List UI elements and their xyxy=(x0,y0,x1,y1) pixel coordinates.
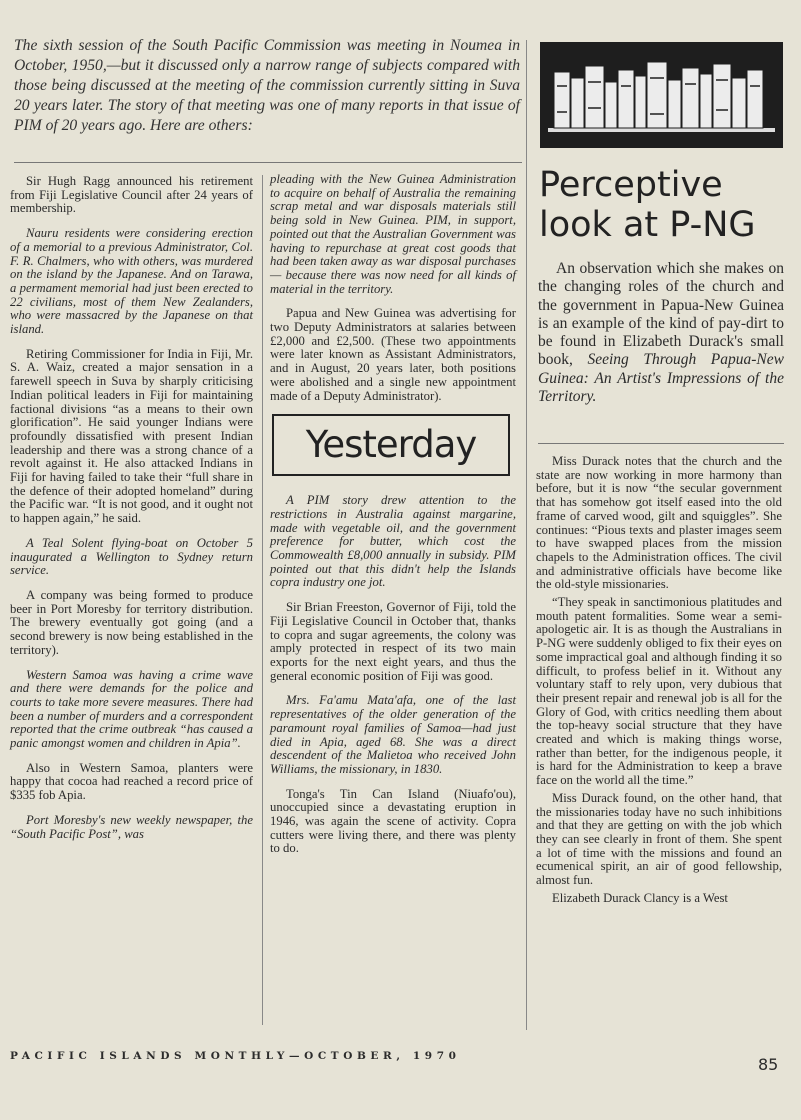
page-number: 85 xyxy=(758,1055,779,1074)
news-item: pleading with the New Guinea Administration to acquire on behalf of Australia the remaining scrap metal and war disposals materials still being sold in New Guinea. PIM, in support, pointed out that the Australian Government was having to repurchase at great cost goods that had been taken away as war disposal purchases — because there was now need for all kinds of material in the territory. xyxy=(270,172,516,296)
news-item: Sir Hugh Ragg announced his retirement from Fiji Legislative Council after 24 years of membership. xyxy=(10,174,253,216)
article-paragraph: “They speak in sanctimonious platitudes and mouth patent formalities. Some wear a semi-apologetic air. It is as though the Australians in P-NG were suddenly obliged to fix their eyes on some impractical goal and although finding it so difficult, to profess belief in it. Without any voluntary staff to rely upon, very dubious that their present repair and renewal job is all for the Glory of God, with critics needling them about the top-heavy social structure that they have created and which is making things worse, rather than better, for the indigenous people, it is hard for the Administration to keep a brave face on the world all the time.” xyxy=(536,595,782,788)
standfirst-text: An observation which she makes on the changing roles of the church and the government in Papua-New Guinea is an example of the kind of pay-dirt to be found in Elizabeth Durack's small book, xyxy=(538,260,784,369)
column-1 xyxy=(10,175,253,852)
yesterday-logo: Yesterday xyxy=(272,414,510,476)
news-item: A company was being formed to produce beer in Port Moresby for territory distribution. The brewery eventually got going (and a second brewery is now being established in the territory). xyxy=(10,587,253,657)
article-paragraph: Miss Durack found, on the other hand, that the missionaries today have no such inhibitions and that they are getting on with the job which they can see clearly in front of them. She spent a lot of time with the missions and found an ecumenical spirit, an air of good fellowship, almost fun. xyxy=(536,790,782,888)
news-item: Also in Western Samoa, planters were happy that cocoa had reached a record price of $335 fob Apia. xyxy=(10,760,253,803)
intro-paragraph: The sixth session of the South Pacific Commission was meeting in Noumea in October, 1950,—but it discussed only a narrow range of subjects compared with those being discussed at the meeting of the commission currently sitting in Suva 20 years later. The story of that meeting was one of many reports in that issue of PIM of 20 years ago. Here are others: xyxy=(14,37,520,134)
news-item: A PIM story drew attention to the restrictions in Australia against margarine, made with vegetable oil, and the government preference for butter, which cost the Commowealth £8,000 annually in subsidy. PIM pointed out that this didn't help the Islands copra industry one jot. xyxy=(270,493,516,590)
column-3 xyxy=(536,455,782,910)
running-footer: PACIFIC ISLANDS MONTHLY—OCTOBER, 1970 xyxy=(10,1050,461,1062)
right-divider xyxy=(538,443,784,444)
column-2 xyxy=(270,173,516,867)
news-item: Mrs. Fa'amu Mata'afa, one of the last representatives of the older generation of the paramount royal families of Samoa—had just died in Apia, aged 68. She was a direct descendent of the Malietoa who received John Williams, the missionary, in 1830. xyxy=(270,693,516,776)
article-paragraph: Elizabeth Durack Clancy is a West xyxy=(552,890,728,905)
news-item: Nauru residents were considering erection of a memorial to a previous Administrator, Col. F. R. Chalmers, who with others, was murdered on the island by the Japanese. And on Tarawa, a permament memorial had just been erected to 22 civilians, most of them New Zealanders, who were massacred by the Japanese on that island. xyxy=(10,226,253,337)
news-item: Retiring Commissioner for India in Fiji, Mr. S. A. Waiz, created a major sensation in a farewell speech in Suva by sharply criticising Indian political leaders in Fiji for maintaining factional divisions “as a means to their own glorification”. He said younger Indians were profoundly dissatisfied with present Indian leadership and there was a strong chance of a revolt against it. He also attacked Indians in Fiji for having failed to take their “full share in the defence of their adopted homeland” during the Pacific war. “It is not good, and it ought not to happen again,” he said. xyxy=(10,346,253,526)
bookshelf-illustration xyxy=(540,42,783,148)
column-rule xyxy=(526,40,527,1030)
book-title: Seeing Through Papua-New Guinea: An Artist's Impressions of the Territory. xyxy=(538,351,784,406)
news-item: Sir Brian Freeston, Governor of Fiji, told the Fiji Legislative Council in October that, thanks to copra and sugar agreements, the colony was amply protected in respect of its two main exports for the next eight years, and thus the general economic position of Fiji was good. xyxy=(270,600,516,683)
news-item: Western Samoa was having a crime wave and there were demands for the police and courts to take more severe measures. There had been a number of murders and a correspondent reported that the crime outbreak “has caused a panic amongst women and children in Apia”. xyxy=(10,667,253,751)
news-item: Papua and New Guinea was advertising for two Deputy Administrators at salaries between £2,000 and £2,500. (These two appointments were later known as Assistant Administrators, and in August, 20 years later, both positions were abolished and a single new appointment made of a Deputy Administrator). xyxy=(270,306,516,403)
top-divider xyxy=(14,162,522,163)
bookshelf-icon xyxy=(540,42,783,148)
news-item: Tonga's Tin Can Island (Niuafo'ou), unoccupied since a devastating eruption in 1946, was again the scene of activity. Copra cutters were living there, and there was plenty to do. xyxy=(270,786,516,856)
news-item: Port Moresby's new weekly newspaper, the “South Pacific Post”, was xyxy=(10,812,253,841)
article-paragraph: Miss Durack notes that the church and the state are now working in more harmony than before, but it is now “the secular government that has somehow got itself eased into the old frame of carved wood, gilt and squiggles”. She continues: “Pious texts and plaster images seem to have swapped places from the mission chapels to the Administration offices. The civil and administrative officials have become like the old-style missionaries. xyxy=(536,454,782,592)
standfirst xyxy=(538,260,784,406)
column-rule xyxy=(262,175,263,1025)
news-item: A Teal Solent flying-boat on October 5 inaugurated a Wellington to Sydney return service. xyxy=(10,535,253,578)
headline: Perceptive look at P-NG xyxy=(539,165,756,245)
